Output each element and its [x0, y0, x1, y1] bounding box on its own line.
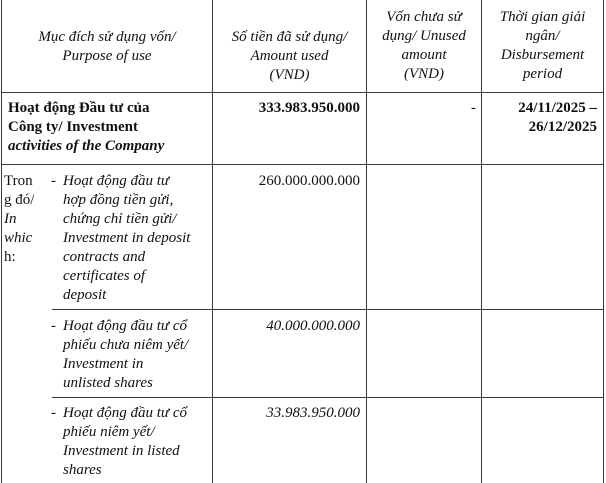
table-border-left [1, 0, 2, 483]
header-purpose: Mục đích sử dụng vốn/ Purpose of use [38, 29, 176, 64]
row-unlisted-bullet: - [51, 318, 56, 334]
row-deposit-bottom-border [52, 309, 604, 310]
row-company-amount-used: 333.983.950.000 [258, 100, 360, 116]
row-deposit-bullet: - [51, 173, 56, 189]
header-bottom-border [1, 92, 604, 93]
header-disbursement-period: Thời gian giải ngân/ Disbursement period [499, 9, 586, 82]
row-company-bottom-border [1, 164, 604, 165]
row-listed-amount-used: 33.983.950.000 [266, 405, 360, 421]
row-company-purpose: Hoạt động Đầu tư của Công ty/ Investment activities of the Company [8, 100, 165, 154]
row-company-unused: - [471, 100, 476, 116]
row-deposit-purpose: Hoạt động đầu tư hợp đồng tiền gửi, chứng chỉ tiền gửi/ Investment in deposit contracts and certificates of deposit [63, 173, 191, 303]
row-listed-purpose: Hoạt động đầu tư cổ phiếu niêm yết/ Investment in listed shares [63, 405, 188, 478]
row-deposit-amount-used: 260.000.000.000 [258, 173, 360, 189]
row-company-period: 24/11/2025 – 26/12/2025 [518, 100, 597, 135]
table-border-right [603, 0, 604, 483]
row-listed-bullet: - [51, 405, 56, 421]
header-amount-used: Số tiền đã sử dụng/ Amount used (VND) [231, 29, 348, 83]
row-unlisted-amount-used: 40.000.000.000 [266, 318, 360, 334]
row-unlisted-purpose: Hoạt động đầu tư cổ phiếu chưa niêm yết/ Investment in unlisted shares [63, 318, 189, 391]
in-which-label: Tron g đó/ In whic h: [4, 173, 35, 265]
row-unlisted-bottom-border [52, 397, 604, 398]
header-unused-amount: Vốn chưa sử dụng/ Unused amount (VND) [382, 9, 466, 82]
